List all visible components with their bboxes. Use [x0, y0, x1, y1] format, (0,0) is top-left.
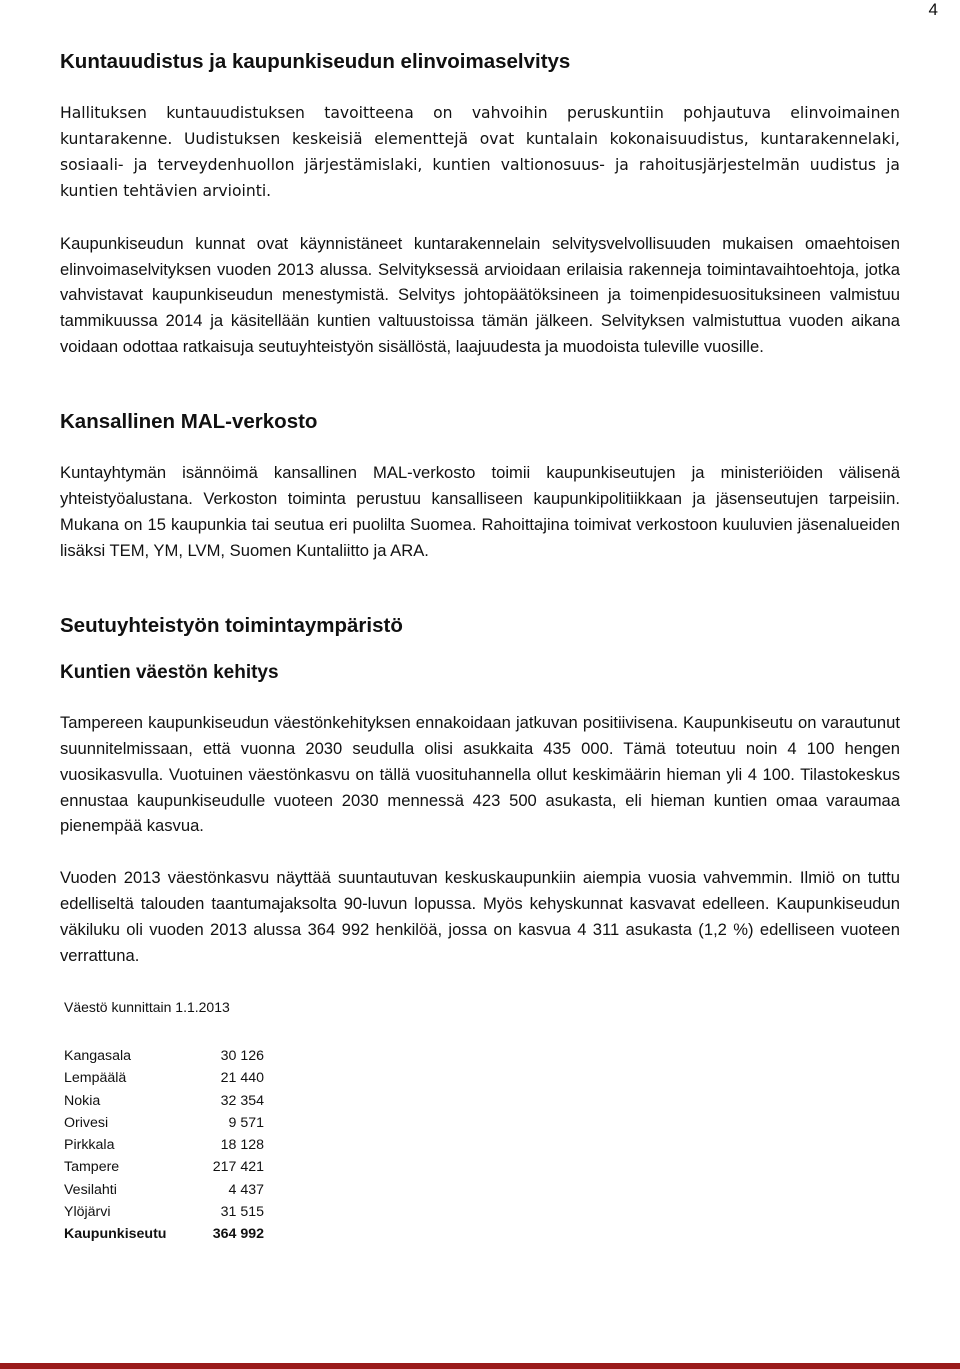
- population-value: 4 437: [228, 1181, 264, 1198]
- paragraph-vaeston-kehitys-2: Vuoden 2013 väestönkasvu näyttää suuntautuvan keskuskaupunkiin aiempia vuosia vahvemmin. Ilmiö on tuttu edelliseltä talouden taantumajaksolta 90-luvun lopussa. Myös kehyskunnat kasvavat edelleen. Kaupunkiseudun väkiluku oli vuoden 2013 alussa 364 992 henkilöä, jossa on kasvua 4 311 asukasta (1,2 %) edelliseen vuoteen verrattuna.: [60, 868, 900, 966]
- municipality-name: Vesilahti: [64, 1181, 117, 1198]
- table-row: [64, 1201, 264, 1223]
- footer-bar: [0, 1363, 960, 1369]
- table-row: [64, 1134, 264, 1156]
- municipality-name: Orivesi: [64, 1114, 109, 1131]
- table-row: [64, 1090, 264, 1112]
- subsection-title-vaeston-kehitys: Kuntien väestön kehitys: [60, 661, 279, 683]
- municipality-name: Tampere: [64, 1159, 120, 1176]
- table-row: [64, 1179, 264, 1201]
- table-row: [64, 1156, 264, 1178]
- population-value: 21 440: [220, 1070, 264, 1087]
- paragraph-kuntauudistus-1: Hallituksen kuntauudistuksen tavoitteena on vahvoihin peruskuntiin pohjautuva elinvoimainen kuntarakenne. Uudistuksen keskeisiä elementtejä ovat kuntalain kokonaisuudistus, kuntarakennelaki, sosiaali- ja terveydenhuollon järjestämislaki, kuntien valtionosuus- ja rahoitusjärjestelmän uudistus ja kuntien tehtävien arviointi.: [60, 104, 900, 200]
- population-value: 217 421: [212, 1159, 264, 1176]
- total-value: 364 992: [212, 1226, 264, 1243]
- page-number: 4: [928, 0, 938, 19]
- population-value: 18 128: [220, 1137, 264, 1154]
- municipality-name: Pirkkala: [64, 1137, 115, 1154]
- municipality-name: Lempäälä: [64, 1070, 127, 1087]
- paragraph-mal-verkosto: Kuntayhtymän isännöimä kansallinen MAL-verkosto toimii kaupunkiseutujen ja ministeriöiden välisenä yhteistyöalustana. Verkoston toiminta perustuu kansalliseen kaupunkipolitiikkaan ja jäsenseutujen tarpeisiin. Mukana on 15 kaupunkia tai seutua eri puolilta Suomea. Rahoittajina toimivat verkostoon kuuluvien jäsenalueiden lisäksi TEM, YM, LVM, Suomen Kuntaliitto ja ARA.: [60, 463, 900, 560]
- section-title-toimintaymparisto: Seutuyhteistyön toimintaympäristö: [60, 613, 403, 637]
- paragraph-kuntauudistus-2: Kaupunkiseudun kunnat ovat käynnistäneet kuntarakennelain selvitysvelvollisuuden mukaisen omaehtoisen elinvoimaselvityksen vuoden 2013 alussa. Selvityksessä arvioidaan erilaisia rakenneja toimintavaihtoehtoja, jotka vahvistavat kaupunkiseudun menestymistä. Selvitys johtopäätöksineen ja toimenpidesuosituksineen valmistuu tammikuussa 2014 ja käsitellään kuntien valtuustoissa tämän jälkeen. Selvityksen valmistuttua vuoden aikana voidaan odottaa ratkaisuja seutuyhteistyön sisällöstä, laajuudesta ja muodoista tuleville vuosille.: [60, 233, 900, 357]
- municipality-name: Ylöjärvi: [64, 1204, 111, 1221]
- section-title-mal-verkosto: Kansallinen MAL-verkosto: [60, 410, 318, 434]
- population-value: 30 126: [220, 1047, 264, 1064]
- municipality-name: Kangasala: [64, 1047, 132, 1064]
- population-table: [64, 1045, 264, 1246]
- municipality-name: Nokia: [64, 1092, 101, 1109]
- table-row: [64, 1067, 264, 1089]
- population-value: 32 354: [220, 1092, 264, 1109]
- paragraph-vaeston-kehitys-1: Tampereen kaupunkiseudun väestönkehityksen ennakoidaan jatkuvan positiivisena. Kaupunkiseutu on varautunut suunnitelmissaan, että vuonna 2030 seudulla olisi asukkaita 435 000. Tämä toteutuu noin 4 100 hengen vuosikasvulla. Vuotuinen väestönkasvu on tällä vuosituhannella ollut keskimäärin hieman yli 4 100. Tilastokeskus ennustaa kaupunkiseudulle vuoteen 2030 mennessä 423 500 asukasta, eli hieman kuntien omaa varaumaa pienempää kasvua.: [60, 712, 900, 836]
- total-label: Kaupunkiseutu: [64, 1226, 167, 1243]
- population-value: 9 571: [228, 1114, 264, 1131]
- table-caption: Väestö kunnittain 1.1.2013: [64, 998, 230, 1015]
- table-row: [64, 1112, 264, 1134]
- document-body: [60, 48, 900, 1246]
- table-row: [64, 1045, 264, 1067]
- section-title-kuntauudistus: Kuntauudistus ja kaupunkiseudun elinvoimaselvitys: [60, 50, 571, 73]
- population-value: 31 515: [220, 1204, 264, 1221]
- table-total-row: [64, 1223, 264, 1245]
